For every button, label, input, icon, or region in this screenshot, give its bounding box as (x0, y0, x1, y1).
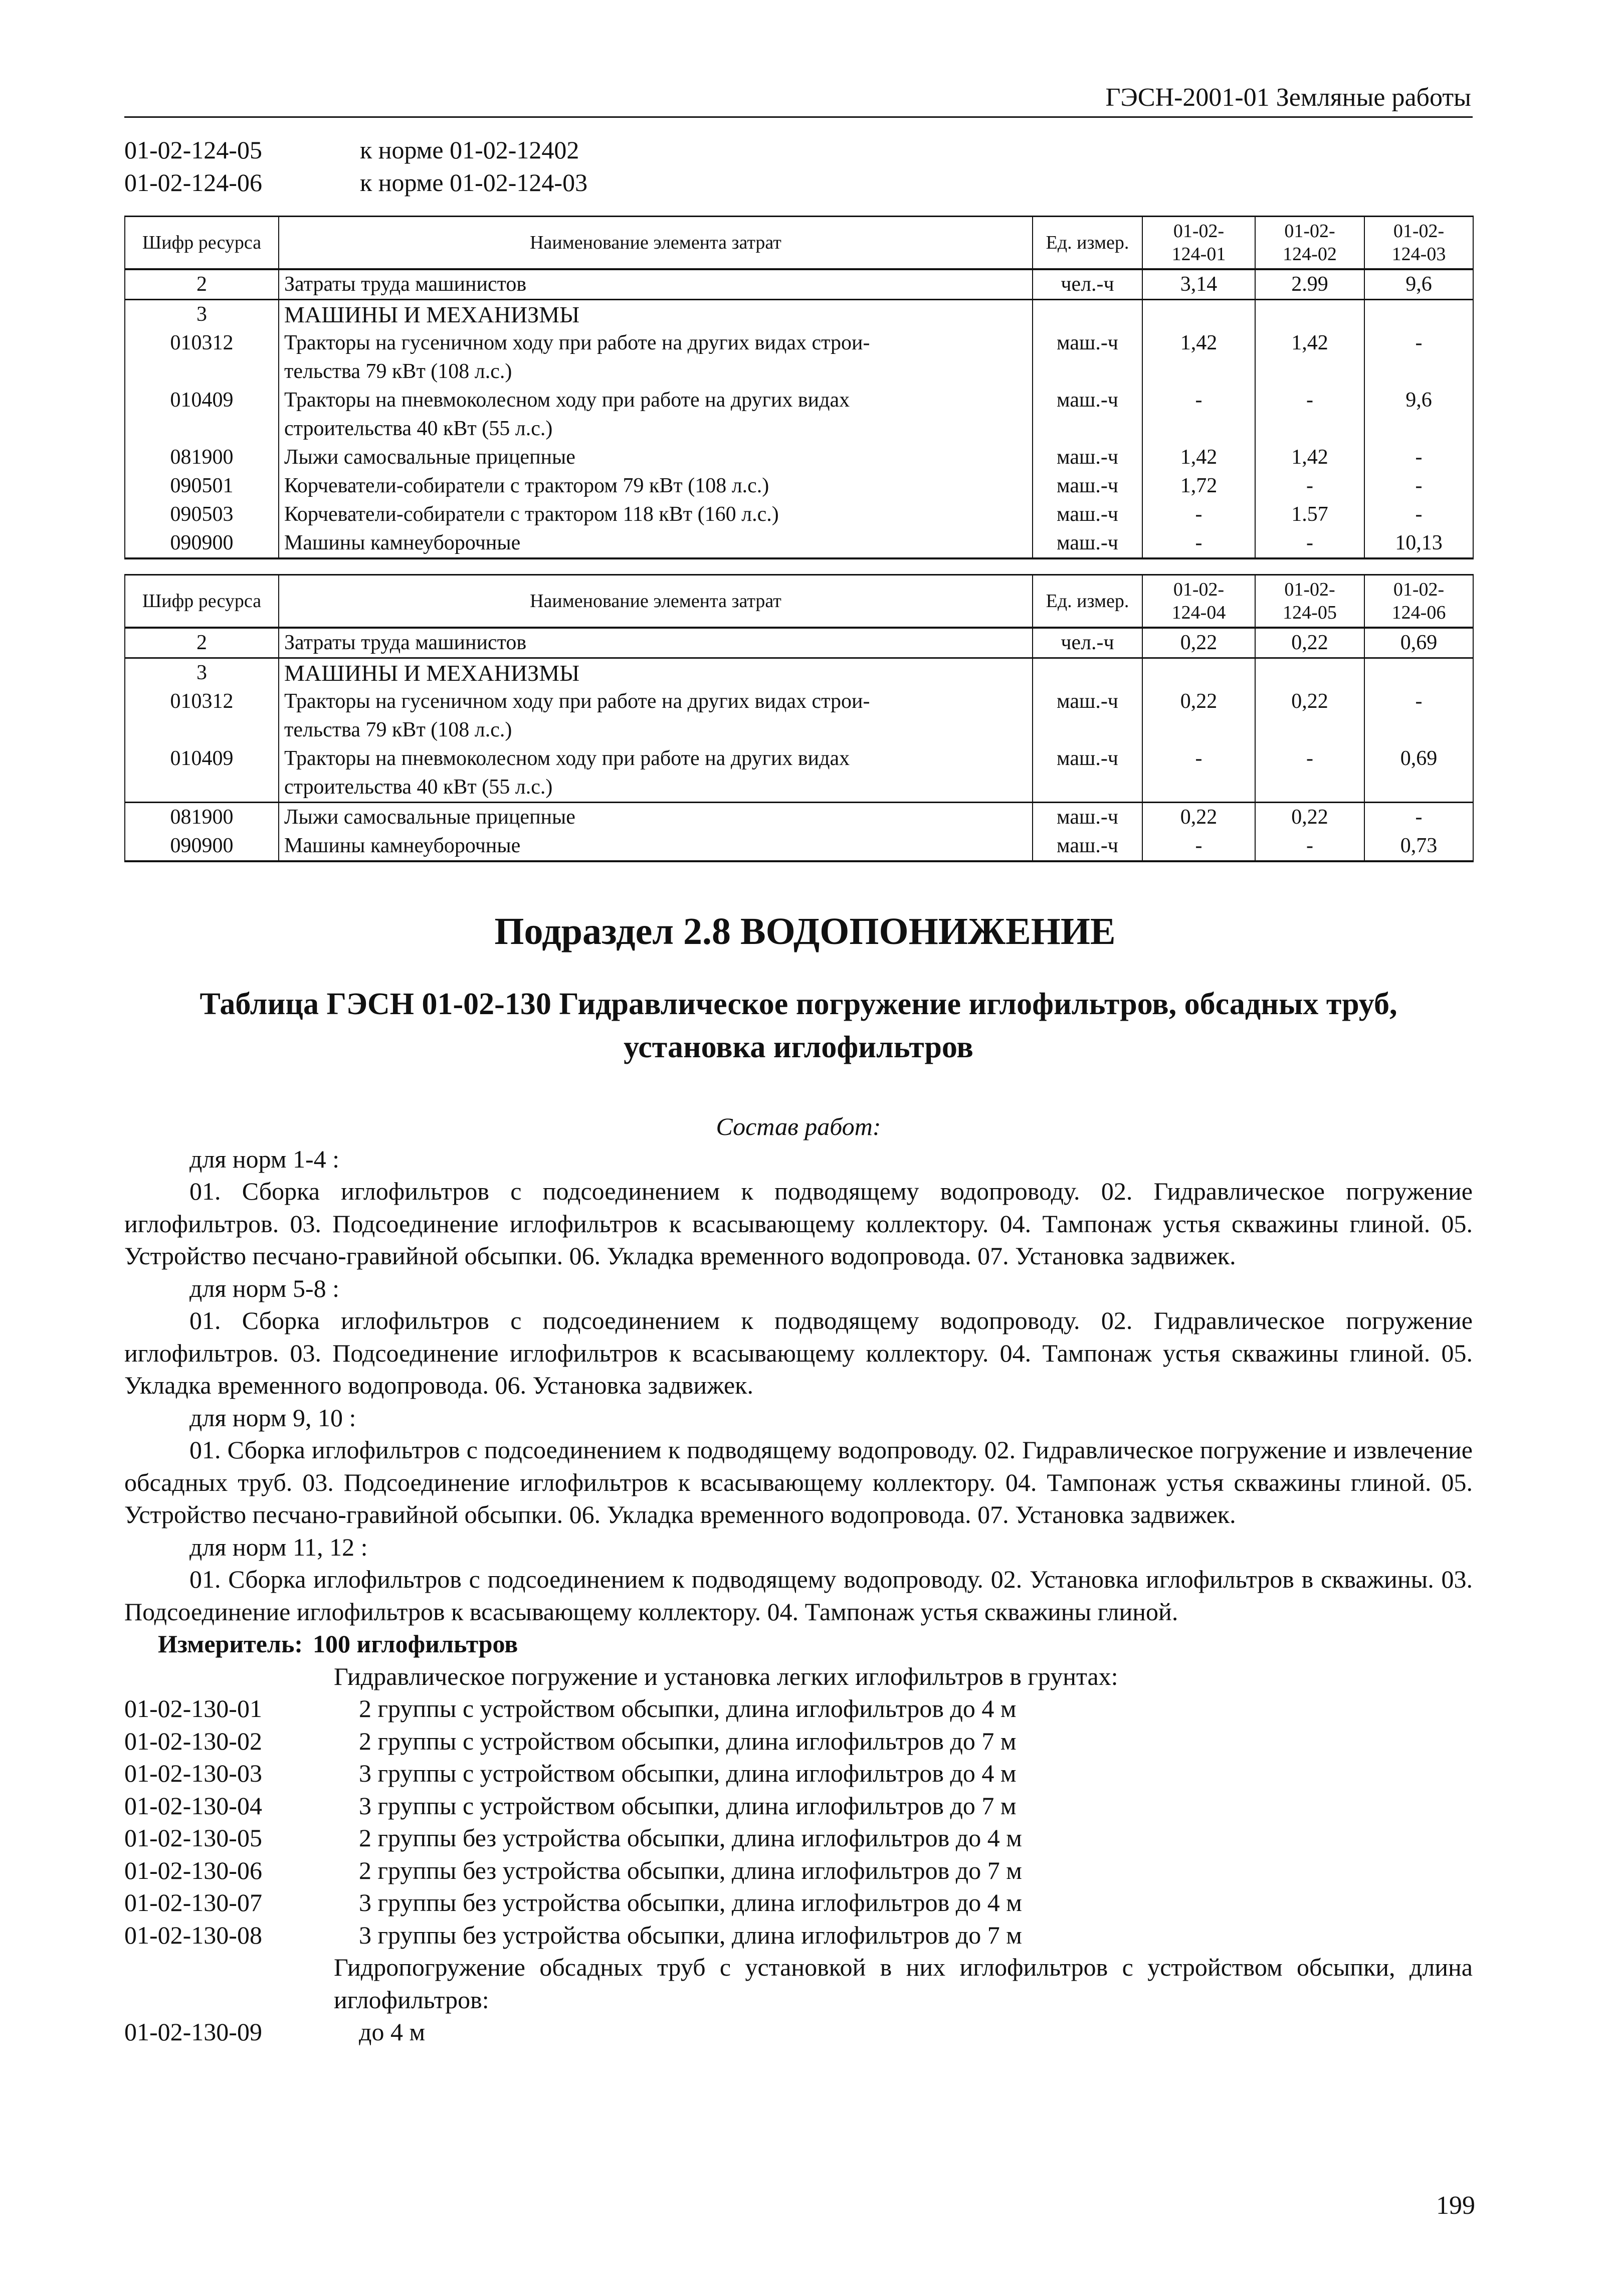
norm-value: - (1364, 329, 1473, 386)
norm-value: 3,14 (1142, 269, 1255, 300)
cost-element-name: Тракторы на пневмоколесном ходу при работе на других видах строительства 40 кВт (55 л.с.) (279, 386, 1033, 443)
norm-value: 0,22 (1255, 628, 1364, 658)
norm-reference-text: к норме 01-02-124-03 (360, 168, 588, 197)
norm-value: - (1142, 386, 1255, 443)
norm-value: - (1142, 744, 1255, 803)
norm-description: 3 группы без устройства обсыпки, длина иглофильтров до 4 м (359, 1888, 1022, 1917)
cost-element-name: Машины камнеуборочные (279, 832, 1033, 861)
header-cost-element: Наименование элемента затрат (279, 217, 1033, 270)
norms-list (124, 2016, 1473, 2048)
empty-cell (1255, 300, 1364, 329)
empty-cell (1142, 300, 1255, 329)
empty-cell (1033, 300, 1142, 329)
table-row (125, 329, 1473, 386)
norm-item (124, 2016, 1473, 2048)
norm-value: 0,22 (1255, 803, 1364, 832)
resource-code: 090503 (125, 500, 279, 529)
header-unit: Ед. измер. (1033, 575, 1142, 628)
norm-value: - (1364, 500, 1473, 529)
norm-value: - (1255, 386, 1364, 443)
works-group-label: для норм 9, 10 : (189, 1403, 356, 1432)
norm-value: 0,22 (1255, 687, 1364, 744)
works-title: Состав работ: (716, 1112, 881, 1140)
norm-code: 01-02-130-02 (124, 1727, 262, 1755)
norm-value: - (1142, 529, 1255, 558)
resource-code: 090900 (125, 529, 279, 558)
norm-value: 0,22 (1142, 687, 1255, 744)
header-norm: 01-02- 124-02 (1255, 217, 1364, 270)
subsection-heading: Подраздел 2.8 ВОДОПОНИЖЕНИЕ (494, 910, 1116, 952)
resource-code: 2 (125, 269, 279, 300)
norm-item (124, 1919, 1473, 1952)
norm-item (124, 1757, 1473, 1790)
norm-item (124, 1854, 1473, 1887)
resource-code: 010409 (125, 386, 279, 443)
norm-value: 2.99 (1255, 269, 1364, 300)
norm-code: 01-02-130-05 (124, 1824, 262, 1852)
norm-value: - (1364, 472, 1473, 500)
norm-value: 9,6 (1364, 269, 1473, 300)
header-norm: 01-02- 124-03 (1364, 217, 1473, 270)
norm-description: 3 группы с устройством обсыпки, длина иглофильтров до 4 м (359, 1759, 1017, 1787)
norm-description: 2 группы с устройством обсыпки, длина иглофильтров до 4 м (359, 1694, 1017, 1723)
norm-value: 0,69 (1364, 744, 1473, 803)
unit: чел.-ч (1033, 269, 1142, 300)
table-row (125, 269, 1473, 300)
norm-item (124, 1790, 1473, 1822)
group-title: МАШИНЫ И МЕХАНИЗМЫ (279, 658, 1033, 688)
table-row (125, 687, 1473, 744)
resource-code: 090900 (125, 832, 279, 861)
resource-code: 010409 (125, 744, 279, 803)
norm-value: - (1364, 443, 1473, 472)
resource-code: 3 (125, 300, 279, 329)
empty-cell (1364, 658, 1473, 688)
norm-value: 10,13 (1364, 529, 1473, 558)
header-rule (124, 116, 1473, 118)
cost-element-name: Лыжи самосвальные прицепные (279, 443, 1033, 472)
page-number: 199 (1436, 2191, 1475, 2220)
table-group-row (125, 300, 1473, 329)
norm-code: 01-02-130-01 (124, 1694, 262, 1723)
empty-cell (1364, 300, 1473, 329)
norm-code: 01-02-130-09 (124, 2018, 262, 2046)
norm-value: 0,69 (1364, 628, 1473, 658)
norm-description: 2 группы без устройства обсыпки, длина иглофильтров до 4 м (359, 1824, 1022, 1852)
norm-reference (124, 135, 579, 164)
norm-value: 0,22 (1142, 628, 1255, 658)
resource-code: 081900 (125, 803, 279, 832)
works-group-label: для норм 1-4 : (189, 1144, 340, 1173)
cost-element-name: Корчеватели-собиратели с трактором 79 кВт (108 л.с.) (279, 472, 1033, 500)
cost-element-name: Машины камнеуборочные (279, 529, 1033, 558)
resource-code: 2 (125, 628, 279, 658)
unit: маш.-ч (1033, 500, 1142, 529)
cost-element-name: Затраты труда машинистов (279, 628, 1033, 658)
norm-value: 1.57 (1255, 500, 1364, 529)
norm-item (124, 1692, 1473, 1725)
resource-code: 081900 (125, 443, 279, 472)
works-group-text: 01. Сборка иглофильтров с подсоединением к подводящему водопроводу. 02. Гидравлическое погружение иглофильтров. 03. Подсоединение иглофильтров к всасывающему коллектору. 04. Тампонаж устья скважины глиной. 05. Устройство песчано-гравийной обсыпки. 06. Укладка временного водопровода. 07. Установка задвижек. (124, 1177, 1473, 1270)
table-row (125, 628, 1473, 658)
norm-code: 01-02-130-08 (124, 1921, 262, 1949)
table-group-row (125, 658, 1473, 688)
unit: маш.-ч (1033, 386, 1142, 443)
table-row (125, 744, 1473, 803)
table-header-row (125, 575, 1473, 628)
table-row (125, 443, 1473, 472)
norm-code: 01-02-130-06 (124, 1856, 262, 1884)
cost-element-name: Лыжи самосвальные прицепные (279, 803, 1033, 832)
norm-reference (124, 168, 587, 197)
empty-cell (1142, 658, 1255, 688)
norm-value: 1,42 (1142, 329, 1255, 386)
table-row (125, 803, 1473, 832)
norm-description: 2 группы без устройства обсыпки, длина иглофильтров до 7 м (359, 1856, 1022, 1884)
norm-value: - (1364, 803, 1473, 832)
resource-code: 010312 (125, 329, 279, 386)
norm-value: - (1255, 832, 1364, 861)
norm-reference-text: к норме 01-02-12402 (360, 136, 579, 164)
unit: маш.-ч (1033, 529, 1142, 558)
norm-value: 9,6 (1364, 386, 1473, 443)
norm-item (124, 1822, 1473, 1854)
cost-element-name: Тракторы на гусеничном ходу при работе на других видах строи- тельства 79 кВт (108 л.с.) (279, 329, 1033, 386)
measure-label: Измеритель: (158, 1630, 303, 1658)
norm-value: 1,42 (1255, 443, 1364, 472)
table-header-row (125, 217, 1473, 270)
group-title: МАШИНЫ И МЕХАНИЗМЫ (279, 300, 1033, 329)
header-norm: 01-02- 124-01 (1142, 217, 1255, 270)
cost-element-name: Корчеватели-собиратели с трактором 118 кВт (160 л.с.) (279, 500, 1033, 529)
header-norm: 01-02- 124-04 (1142, 575, 1255, 628)
running-head: ГЭСН-2001-01 Земляные работы (1105, 83, 1471, 112)
norm-item (124, 1725, 1473, 1758)
resource-table-1 (124, 216, 1474, 559)
header-norm: 01-02- 124-06 (1364, 575, 1473, 628)
norm-code: 01-02-124-05 (124, 136, 262, 164)
norm-code: 01-02-130-07 (124, 1888, 262, 1917)
norm-value: 1,72 (1142, 472, 1255, 500)
works-group-text: 01. Сборка иглофильтров с подсоединением к подводящему водопроводу. 02. Гидравлическое погружение иглофильтров. 03. Подсоединение иглофильтров к всасывающему коллектору. 04. Тампонаж устья скважины глиной. 05. Укладка временного водопровода. 06. Установка задвижек. (124, 1306, 1473, 1399)
norm-code: 01-02-130-03 (124, 1759, 262, 1787)
norms-list (124, 1692, 1473, 1951)
unit: маш.-ч (1033, 744, 1142, 803)
unit: маш.-ч (1033, 472, 1142, 500)
works-group-text: 01. Сборка иглофильтров с подсоединением к подводящему водопроводу. 02. Гидравлическое погружение и извлечение обсадных труб. 03. Подсоединение иглофильтров к всасывающему коллектору. 04. Тампонаж устья скважины глиной. 05. Устройство песчано-гравийной обсыпки. 06. Укладка временного водопровода. 07. Установка задвижек. (124, 1436, 1473, 1528)
resource-table-2 (124, 574, 1474, 862)
cost-element-name: Затраты труда машинистов (279, 269, 1033, 300)
norm-description: 3 группы с устройством обсыпки, длина иглофильтров до 7 м (359, 1791, 1017, 1820)
cost-element-name: Тракторы на пневмоколесном ходу при работе на других видах строительства 40 кВт (55 л.с.) (279, 744, 1033, 803)
table-row (125, 832, 1473, 861)
works-group-text: 01. Сборка иглофильтров с подсоединением к подводящему водопроводу. 02. Установка иглофильтров в скважины. 03. Подсоединение иглофильтров к всасывающему коллектору. 04. Тампонаж устья скважины глиной. (124, 1565, 1473, 1626)
measure (124, 1628, 1473, 1660)
measure-value: 100 иглофильтров (313, 1630, 518, 1658)
norm-value: - (1255, 472, 1364, 500)
works-group-label: для норм 11, 12 : (189, 1533, 368, 1561)
norm-description: 3 группы без устройства обсыпки, длина иглофильтров до 7 м (359, 1921, 1022, 1949)
table-row (125, 500, 1473, 529)
empty-cell (1033, 658, 1142, 688)
header-unit: Ед. измер. (1033, 217, 1142, 270)
norm-code: 01-02-130-04 (124, 1791, 262, 1820)
norm-value: - (1364, 687, 1473, 744)
norm-description: до 4 м (359, 2018, 426, 2046)
norms-intro: Гидропогружение обсадных труб с установкой в них иглофильтров с устройством обсыпки, длина иглофильтров: (334, 1953, 1473, 2014)
norm-value: 1,42 (1255, 329, 1364, 386)
unit: маш.-ч (1033, 832, 1142, 861)
norm-value: 0,22 (1142, 803, 1255, 832)
unit: маш.-ч (1033, 687, 1142, 744)
table-row (125, 386, 1473, 443)
norm-value: 1,42 (1142, 443, 1255, 472)
table-title: Таблица ГЭСН 01-02-130 Гидравлическое погружение иглофильтров, обсадных труб, установка иглофильтров (199, 987, 1397, 1064)
empty-cell (1255, 658, 1364, 688)
norm-value: - (1255, 744, 1364, 803)
resource-code: 010312 (125, 687, 279, 744)
norm-value: - (1142, 832, 1255, 861)
header-resource-code: Шифр ресурса (125, 217, 279, 270)
works-group-label: для норм 5-8 : (189, 1274, 340, 1302)
norm-value: - (1255, 529, 1364, 558)
norm-code: 01-02-124-06 (124, 168, 262, 197)
norm-item (124, 1886, 1473, 1919)
table-row (125, 472, 1473, 500)
table-row (125, 529, 1473, 558)
header-cost-element: Наименование элемента затрат (279, 575, 1033, 628)
norm-description: 2 группы с устройством обсыпки, длина иглофильтров до 7 м (359, 1727, 1017, 1755)
unit: чел.-ч (1033, 628, 1142, 658)
unit: маш.-ч (1033, 443, 1142, 472)
norm-value: - (1142, 500, 1255, 529)
unit: маш.-ч (1033, 803, 1142, 832)
norm-value: 0,73 (1364, 832, 1473, 861)
header-resource-code: Шифр ресурса (125, 575, 279, 628)
header-norm: 01-02- 124-05 (1255, 575, 1364, 628)
resource-code: 3 (125, 658, 279, 688)
cost-element-name: Тракторы на гусеничном ходу при работе на других видах строи- тельства 79 кВт (108 л.с.) (279, 687, 1033, 744)
unit: маш.-ч (1033, 329, 1142, 386)
resource-code: 090501 (125, 472, 279, 500)
works-section (124, 1110, 1473, 2048)
norms-intro: Гидравлическое погружение и установка легких иглофильтров в грунтах: (334, 1662, 1118, 1690)
